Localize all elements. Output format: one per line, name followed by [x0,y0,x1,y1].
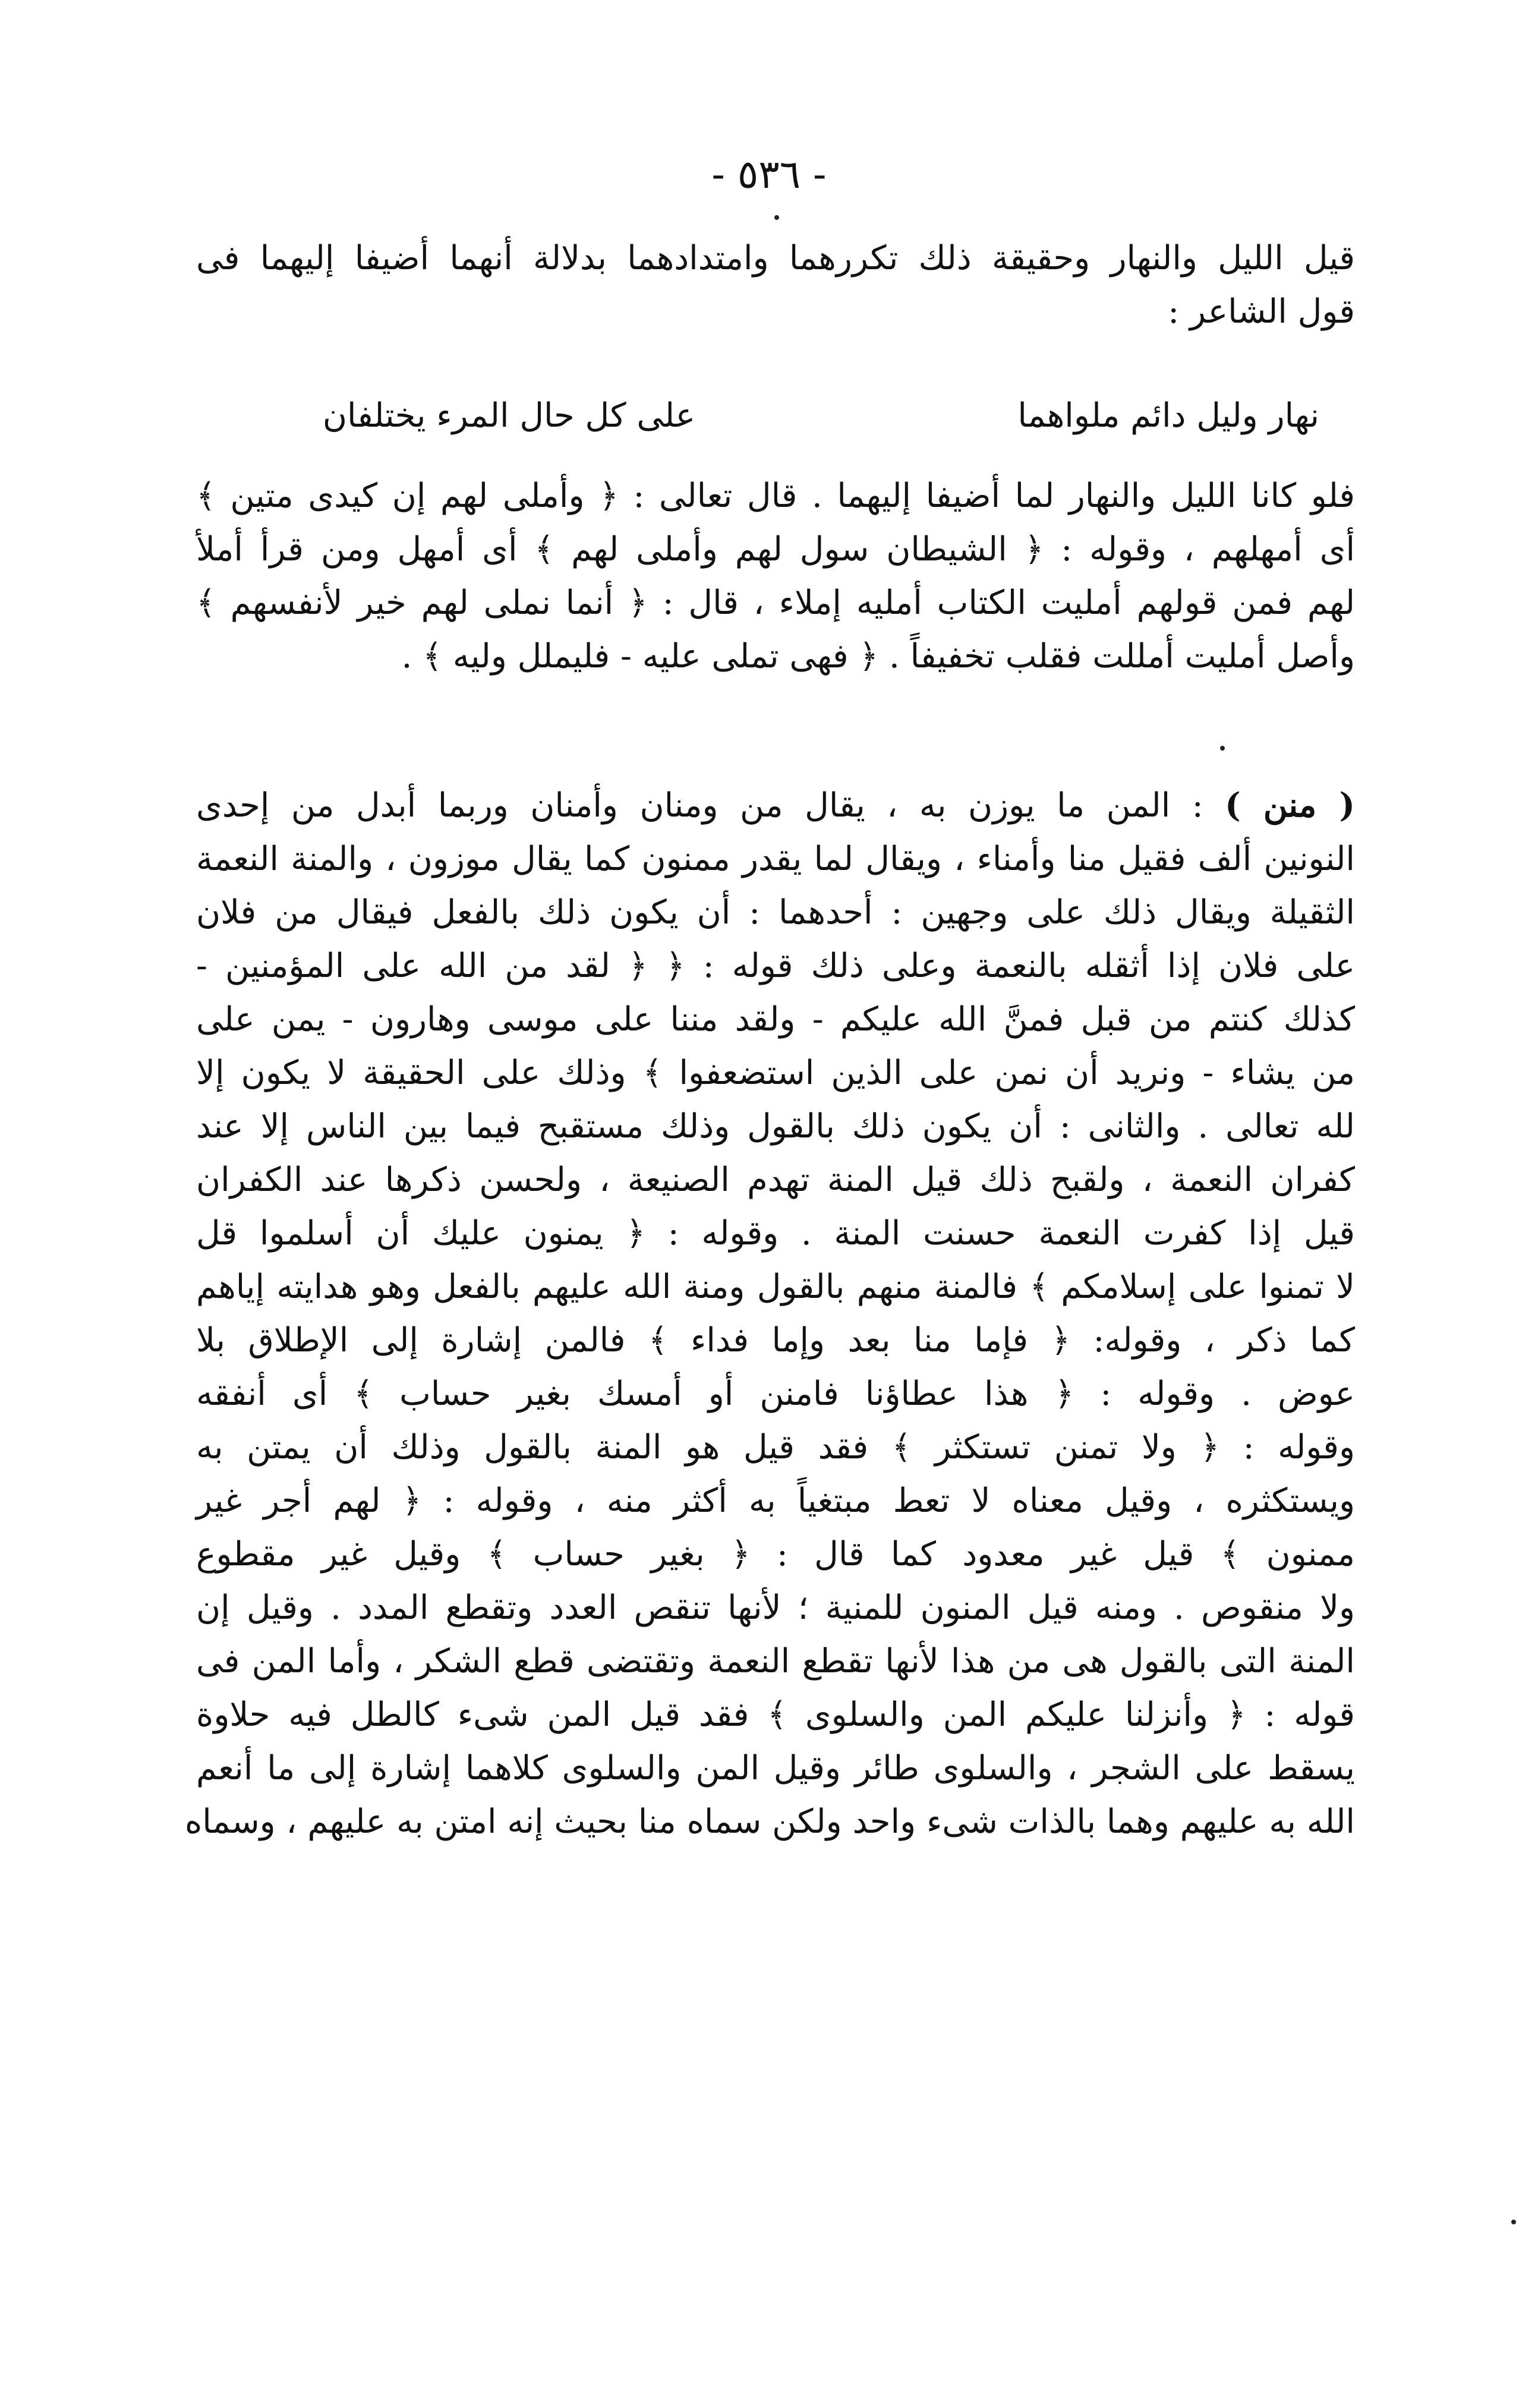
text-line: قوله : ﴿ وأنزلنا عليكم المن والسلوى ﴾ فقد قيل المن شىء كالطل فيه حلاوة [196,1695,1355,1734]
text-line: كما ذكر ، وقوله: ﴿ فإما منا بعد وإما فداء ﴾ فالمن إشارة إلى الإطلاق بلا [196,1321,1355,1360]
entry-heading: ( منن ) [1225,786,1355,825]
text-line: من يشاء - ونريد أن نمن على الذين استضعفوا ﴾ وذلك على الحقيقة لا يكون إلا [196,1054,1356,1092]
text-line: الله به عليهم وهما بالذات شىء واحد ولكن سماه منا بحيث إنه امتن به عليهم ، وسماه [184,1802,1355,1841]
entry-first-line [196,778,1355,833]
text-line: على فلان إذا أثقله بالنعمة وعلى ذلك قوله : ﴿ ﴿ لقد من الله على المؤمنين - [196,947,1355,985]
text-line: قيل إذا كفرت النعمة حسنت المنة . وقوله : ﴿ يمنون عليك أن أسلموا قل [196,1214,1355,1253]
text-line: الثقيلة ويقال ذلك على وجهين : أحدهما : أن يكون ذلك بالفعل فيقال من فلان [196,893,1355,932]
text-line: لهم فمن قولهم أمليت الكتاب أمليه إملاء ، قال : ﴿ أنما نملى لهم خير لأنفسهم ﴾ [196,584,1355,622]
text-line: وأصل أمليت أمللت فقلب تخفيفاً . ﴿ فهى تملى عليه - فليملل وليه ﴾ . [401,637,1355,676]
text-line: ممنون ﴾ قيل غير معدود كما قال : ﴿ بغير حساب ﴾ وقيل غير مقطوع [196,1535,1355,1574]
paragraph-amla [196,469,1355,683]
entry-first-line-text: : المن ما يوزن به ، يقال من ومنان وأمنان وربما أبدل من إحدى [196,786,1203,825]
text-line: عوض . وقوله : ﴿ هذا عطاؤنا فامنن أو أمسك بغير حساب ﴾ أى أنفقه [196,1375,1355,1413]
entry-manan [184,778,1356,1849]
text-line: النونين ألف فقيل منا وأمناء ، ويقال لما يقدر ممنون كما يقال موزون ، والمنة النعمة [196,840,1355,878]
scan-speck [774,215,779,220]
page-number: - ٥٣٦ - [711,152,827,197]
text-line: قيل الليل والنهار وحقيقة ذلك تكررهما وامتدادهما بدلالة أنهما أضيفا إليهما فى [196,239,1355,278]
text-line: وقوله : ﴿ ولا تمنن تستكثر ﴾ فقد قيل هو المنة بالقول وذلك أن يمتن به [196,1428,1355,1467]
text-line: يسقط على الشجر ، والسلوى طائر وقيل المن والسلوى كلاهما إشارة إلى ما أنعم [196,1749,1355,1788]
paragraph-continuation [196,232,1355,339]
text-line: أى أمهلهم ، وقوله : ﴿ الشيطان سول لهم وأملى لهم ﴾ أى أمهل ومن قرأ أملأ [196,530,1355,569]
text-line: قول الشاعر : [1168,292,1355,331]
verse-second-hemistich: على كل حال المرء يختلفان [322,396,695,435]
text-line: المنة التى بالقول هى من هذا لأنها تقطع النعمة وتقتضى قطع الشكر ، وأما المن فى [196,1642,1355,1681]
text-line: كذلك كنتم من قبل فمنَّ الله عليكم - ولقد مننا على موسى وهارون - يمن على [196,1000,1355,1039]
text-line: كفران النعمة ، ولقبح ذلك قيل المنة تهدم الصنيعة ، ولحسن ذكرها عند الكفران [196,1161,1355,1199]
scan-speck [1220,746,1225,751]
text-line: ويستكثره ، وقيل معناه لا تعط مبتغياً به أكثر منه ، وقوله : ﴿ لهم أجر غير [196,1482,1355,1520]
scan-speck [1511,2220,1516,2224]
text-line: فلو كانا الليل والنهار لما أضيفا إليهما . قال تعالى : ﴿ وأملى لهم إن كيدى متين ﴾ [196,477,1355,515]
text-line: ولا منقوص . ومنه قيل المنون للمنية ؛ لأنها تنقص العدد وتقطع المدد . وقيل إن [196,1588,1355,1627]
text-line: لله تعالى . والثانى : أن يكون ذلك بالقول وذلك مستقبح فيما بين الناس إلا عند [196,1107,1355,1146]
verse-first-hemistich: نهار وليل دائم ملواهما [1017,396,1319,435]
text-line: لا تمنوا على إسلامكم ﴾ فالمنة منهم بالقول ومنة الله عليهم بالفعل وهو هدايته إياهم [196,1268,1355,1306]
poetry-verse [196,389,1355,443]
